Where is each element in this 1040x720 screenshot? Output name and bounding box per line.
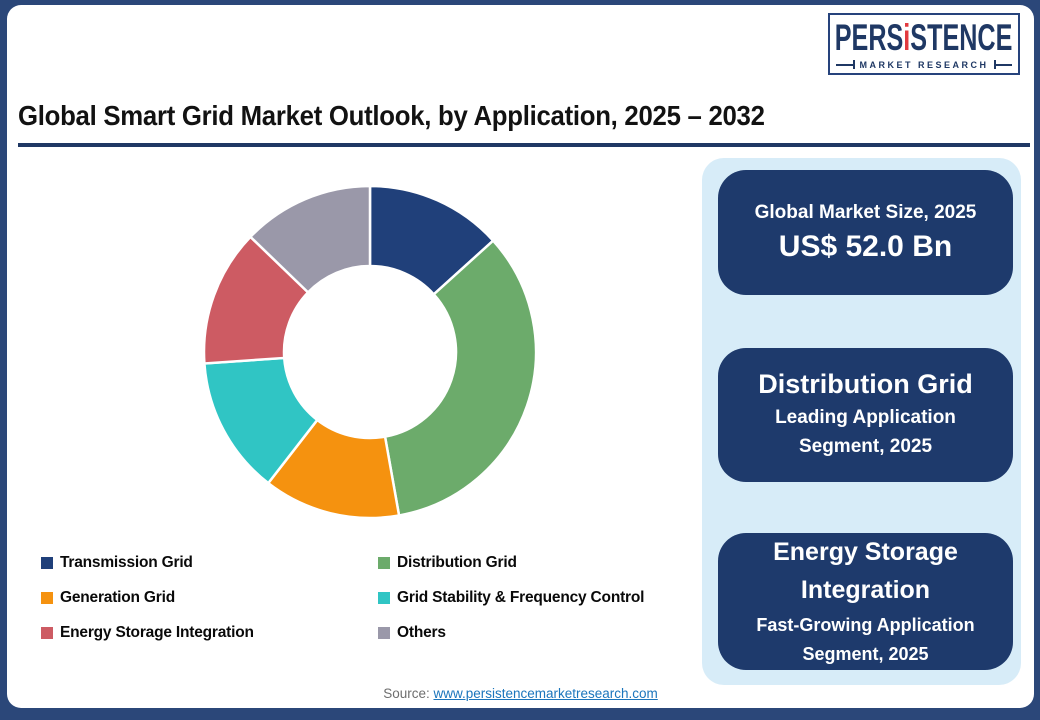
donut-segment-2 [385, 241, 536, 516]
legend-item-energy-storage [41, 615, 378, 650]
leading-segment-caption: Leading Application Segment, 2025 [775, 407, 956, 457]
source-line [7, 686, 1034, 701]
legend-item-others [378, 615, 644, 650]
logo-subtitle-text: MARKET RESEARCH [859, 59, 989, 70]
page-title: Global Smart Grid Market Outlook, by Application, 2025 – 2032 [18, 100, 765, 131]
leading-segment-name: Distribution Grid [758, 369, 973, 399]
legend-label: Energy Storage Integration [60, 623, 254, 641]
donut-chart [200, 182, 540, 522]
legend-label: Grid Stability & Frequency Control [397, 588, 645, 606]
legend-swatch [378, 592, 390, 604]
highlights-panel [702, 158, 1021, 685]
legend-swatch [41, 592, 53, 604]
logo-wordmark [835, 16, 1013, 58]
market-size-value: US$ 52.0 Bn [778, 229, 953, 263]
fast-growing-segment-caption: Fast-Growing Application Segment, 2025 [756, 615, 975, 664]
legend-label: Others [397, 623, 446, 641]
market-size-label: Global Market Size, 2025 [754, 201, 977, 223]
legend-item-transmission-grid [41, 545, 378, 580]
content-area [7, 5, 1034, 708]
logo-rule-left [836, 64, 853, 66]
logo-part1: PERS [835, 16, 904, 58]
logo-part3: STENCE [910, 16, 1013, 58]
logo-rule-right [996, 64, 1013, 66]
logo [828, 13, 1020, 75]
card-fast-growing-segment [718, 533, 1013, 670]
chart-legend [41, 545, 644, 650]
card-leading-segment [718, 348, 1013, 482]
fast-growing-segment-name: Energy Storage Integration [773, 538, 958, 604]
legend-label: Generation Grid [60, 588, 175, 606]
legend-label: Transmission Grid [60, 553, 193, 571]
title-underline [18, 143, 1030, 147]
logo-subtitle-row [836, 60, 1012, 70]
legend-swatch [378, 557, 390, 569]
source-label: Source: [383, 686, 434, 701]
legend-swatch [378, 627, 390, 639]
legend-item-generation-grid [41, 580, 378, 615]
legend-swatch [41, 627, 53, 639]
legend-item-grid-stability [378, 580, 644, 615]
legend-swatch [41, 557, 53, 569]
legend-item-distribution-grid [378, 545, 644, 580]
logo-accent-letter: i [903, 16, 911, 58]
card-market-size [718, 170, 1013, 295]
legend-label: Distribution Grid [397, 553, 517, 571]
source-link[interactable]: www.persistencemarketresearch.com [433, 686, 658, 701]
